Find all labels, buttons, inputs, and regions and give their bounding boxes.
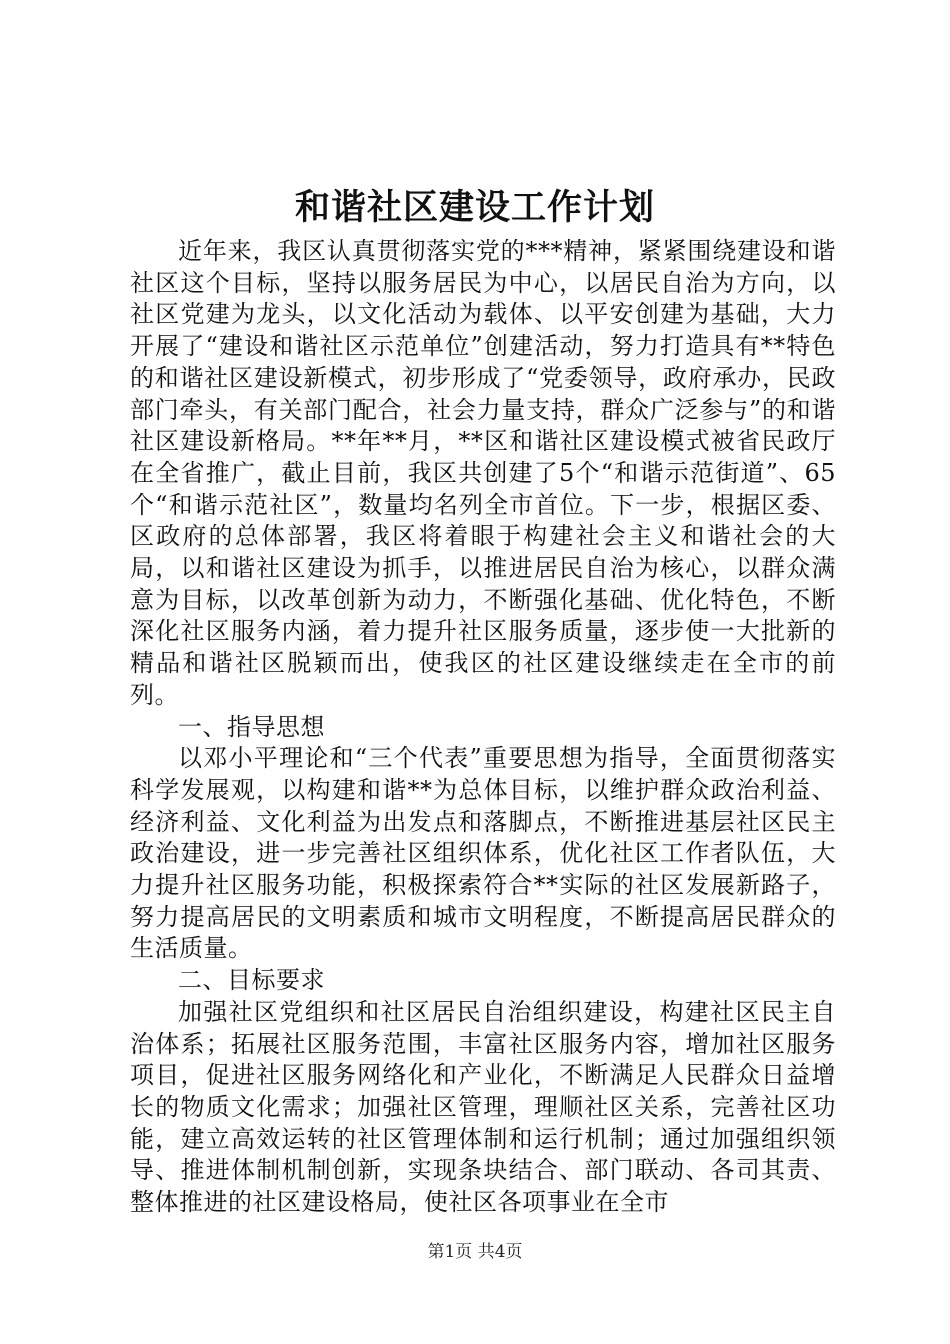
document-title: 和谐社区建设工作计划 bbox=[294, 187, 655, 228]
section-text-guiding-ideology: 以邓小平理论和“三个代表”重要思想为指导，全面贯彻落实科学发展观，以构建和谐**为总体目标，以维护群众政治利益、经济利益、文化利益为出发点和落脚点，不断推进基层社区民主政治建设，进一步完善社区组织体系，优化社区工作者队伍，大力提升社区服务功能，积极探索符合**实际的社区发展新路子，努力提高居民的文明素质和城市文明程度，不断提高居民群众的生活质量。 bbox=[130, 744, 836, 963]
section-heading-guiding-ideology: 一、指导思想 bbox=[178, 712, 325, 741]
section-heading-goals: 二、目标要求 bbox=[178, 966, 325, 995]
document-body bbox=[130, 236, 836, 1219]
intro-paragraph: 近年来，我区认真贯彻落实党的***精神，紧紧围绕建设和谐社区这个目标，坚持以服务居民为中心，以居民自治为方向，以社区党建为龙头，以文化活动为载体、以平安创建为基础，大力开展了“建设和谐社区示范单位”创建活动，努力打造具有**特色的和谐社区建设新模式，初步形成了“党委领导，政府承办，民政部门牵头，有关部门配合，社会力量支持，群众广泛参与”的和谐社区建设新格局。**年**月，**区和谐社区建设模式被省民政厅在全省推广，截止目前，我区共创建了5个“和谐示范街道”、65个“和谐示范社区”，数量均名列全市首位。下一步，根据区委、区政府的总体部署，我区将着眼于构建社会主义和谐社会的大局，以和谐社区建设为抓手，以推进居民自治为核心，以群众满意为目标，以改革创新为动力，不断强化基础、优化特色，不断深化社区服务内涵，着力提升社区服务质量，逐步使一大批新的精品和谐社区脱颖而出，使我区的社区建设继续走在全市的前列。 bbox=[130, 237, 836, 709]
page-number-footer: 第1页 共4页 bbox=[427, 1242, 523, 1262]
section-text-goals: 加强社区党组织和社区居民自治组织建设，构建社区民主自治体系；拓展社区服务范围，丰富社区服务内容，增加社区服务项目，促进社区服务网络化和产业化，不断满足人民群众日益增长的物质文化需求；加强社区管理，理顺社区关系，完善社区功能，建立高效运转的社区管理体制和运行机制；通过加强组织领导、推进体制机制创新，实现条块结合、部门联动、各司其责、整体推进的社区建设格局，使社区各项事业在全市 bbox=[130, 997, 836, 1217]
